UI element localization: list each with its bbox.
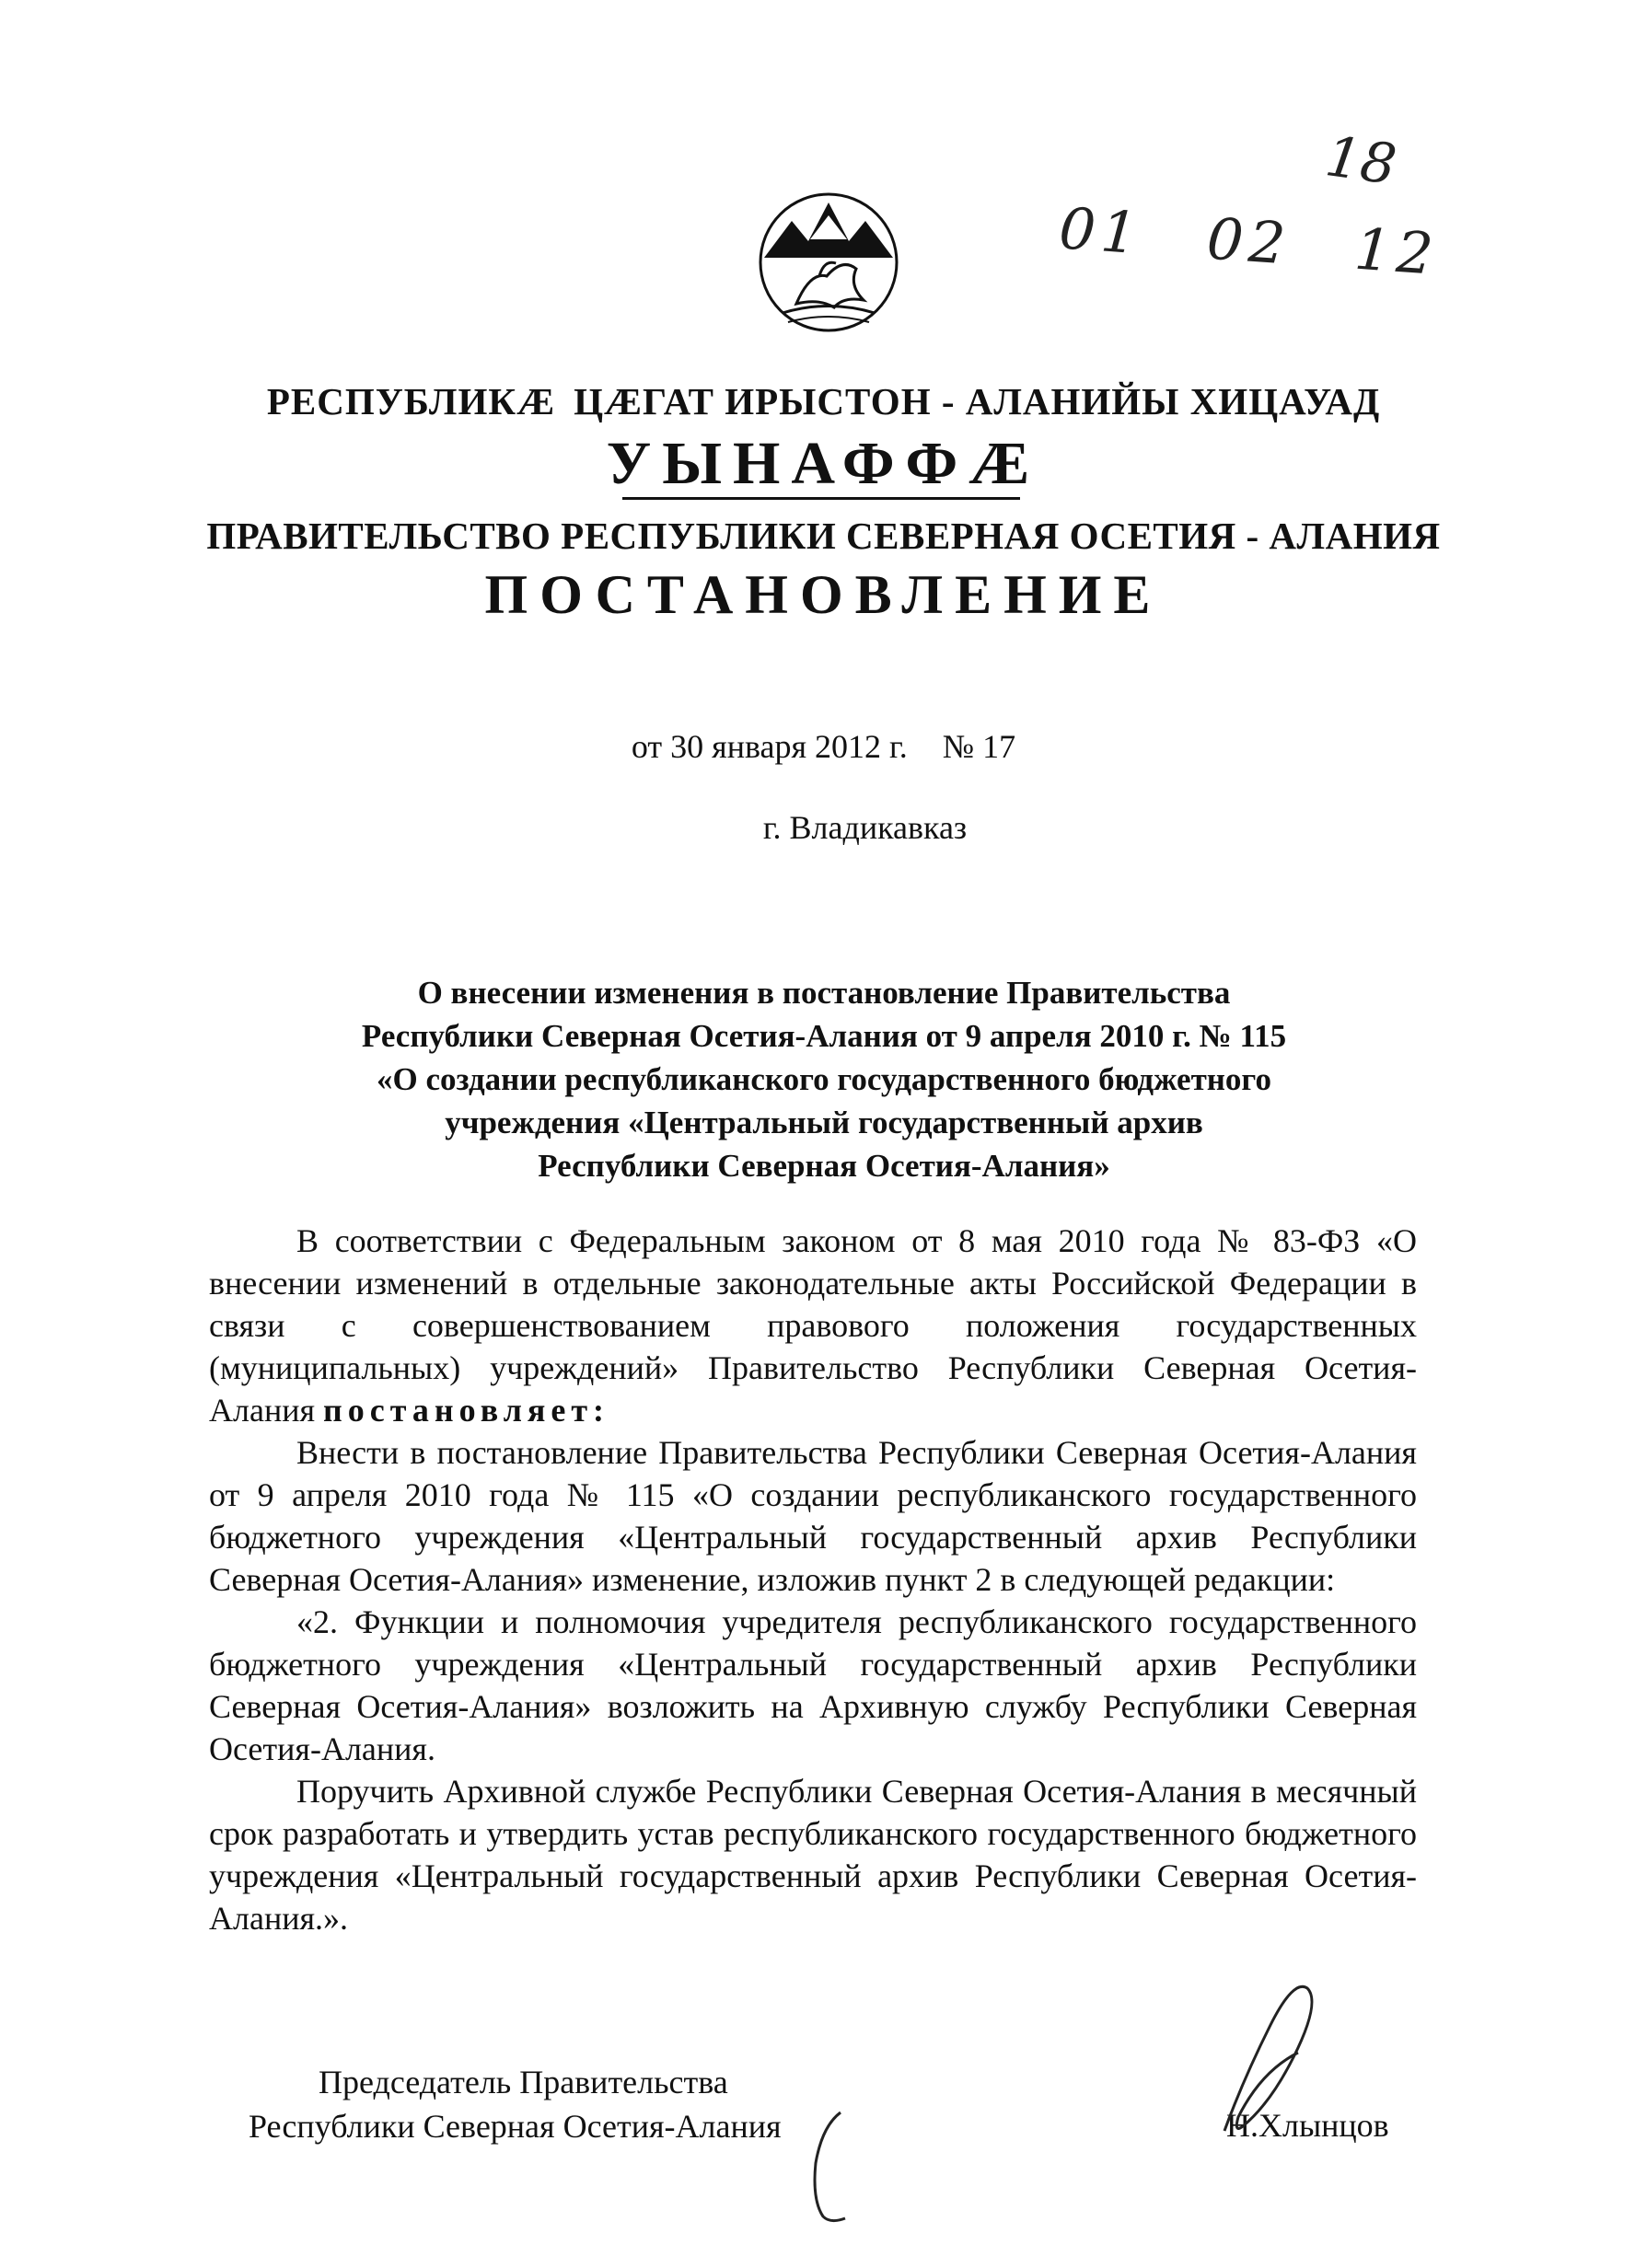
handwritten-registration-number: 18 xyxy=(1321,124,1400,198)
document-date-line xyxy=(0,727,1647,766)
handwritten-signature xyxy=(1206,1970,1335,2145)
title-line: «О создании республиканского государственного бюджетного xyxy=(377,1061,1271,1097)
ossetian-heading-part1: РЕСПУБЛИКÆ xyxy=(266,380,556,422)
signatory-name: Н.Хлынцов xyxy=(1226,2107,1389,2144)
handwritten-date-day: 01 xyxy=(1057,194,1145,268)
handwritten-registration-date xyxy=(1057,194,1505,292)
ossetian-government-heading xyxy=(0,379,1647,423)
title-line: Республики Северная Осетия-Алания» xyxy=(538,1148,1110,1184)
handwritten-date-year: 12 xyxy=(1352,214,1441,288)
ossetian-heading-part2: ЦÆГАТ ИРЫСТОН - АЛАНИЙЫ ХИЦАУАД xyxy=(574,380,1381,422)
document-body xyxy=(209,1220,1417,1939)
title-line: учреждения «Центральный государственный архив xyxy=(445,1105,1203,1140)
title-line: Республики Северная Осетия-Алания от 9 апреля 2010 г. № 115 xyxy=(361,1018,1287,1054)
document-type: ПОСТАНОВЛЕНИЕ xyxy=(484,564,1163,625)
document-date: от 30 января 2012 г. xyxy=(631,728,908,765)
document-city: г. Владикавказ xyxy=(762,809,968,846)
decree-word: постановляет: xyxy=(323,1392,610,1429)
signatory-role-line2: Республики Северная Осетия-Алания xyxy=(249,2108,782,2145)
coat-of-arms-emblem xyxy=(755,184,902,341)
preamble-text: В соответствии с Федеральным законом от 8 мая 2010 года № 83-ФЗ «О внесении изменений в отдельные законодательные акты Российской Федерации в связи с совершенствованием правового положения государственных (муниципальных) учреждений» Правительство Республики Северная Осетия-Алания xyxy=(209,1222,1417,1429)
body-paragraph-new-clause: «2. Функции и полномочия учредителя республиканского государственного бюджетного учреждения «Центральный государственный архив Республики Северная Осетия-Алания» возложить на Архивную службу Республики Северная Осетия-Алания. xyxy=(209,1603,1417,1767)
handwritten-mark xyxy=(799,2108,864,2228)
handwritten-date-month: 02 xyxy=(1204,204,1293,278)
signatory-role-line1: Председатель Правительства xyxy=(319,2064,728,2100)
body-paragraph-amendment: Внести в постановление Правительства Республики Северная Осетия-Алания от 9 апреля 2010 года № 115 «О создании республиканского государственного бюджетного учреждения «Центральный государственный архив Республики Северная Осетия-Алания» изменение, изложив пункт 2 в следующей редакции: xyxy=(209,1434,1417,1598)
ossetian-document-type: УЫНАФФÆ xyxy=(606,430,1041,497)
header-divider xyxy=(622,497,1020,500)
document-number: № 17 xyxy=(942,728,1016,765)
government-heading: ПРАВИТЕЛЬСТВО РЕСПУБЛИКИ СЕВЕРНАЯ ОСЕТИЯ - АЛАНИЯ xyxy=(206,515,1441,557)
signatory-role xyxy=(249,2060,782,2148)
title-line: О внесении изменения в постановление Правительства xyxy=(417,975,1231,1011)
body-paragraph-preamble xyxy=(209,1220,1417,1431)
body-paragraph-instruction: Поручить Архивной службе Республики Северная Осетия-Алания в месячный срок разработать и утвердить устав республиканского государственного бюджетного учреждения «Центральный государственный архив Республики Северная Осетия-Алания.». xyxy=(209,1773,1417,1937)
document-title xyxy=(212,971,1436,1187)
